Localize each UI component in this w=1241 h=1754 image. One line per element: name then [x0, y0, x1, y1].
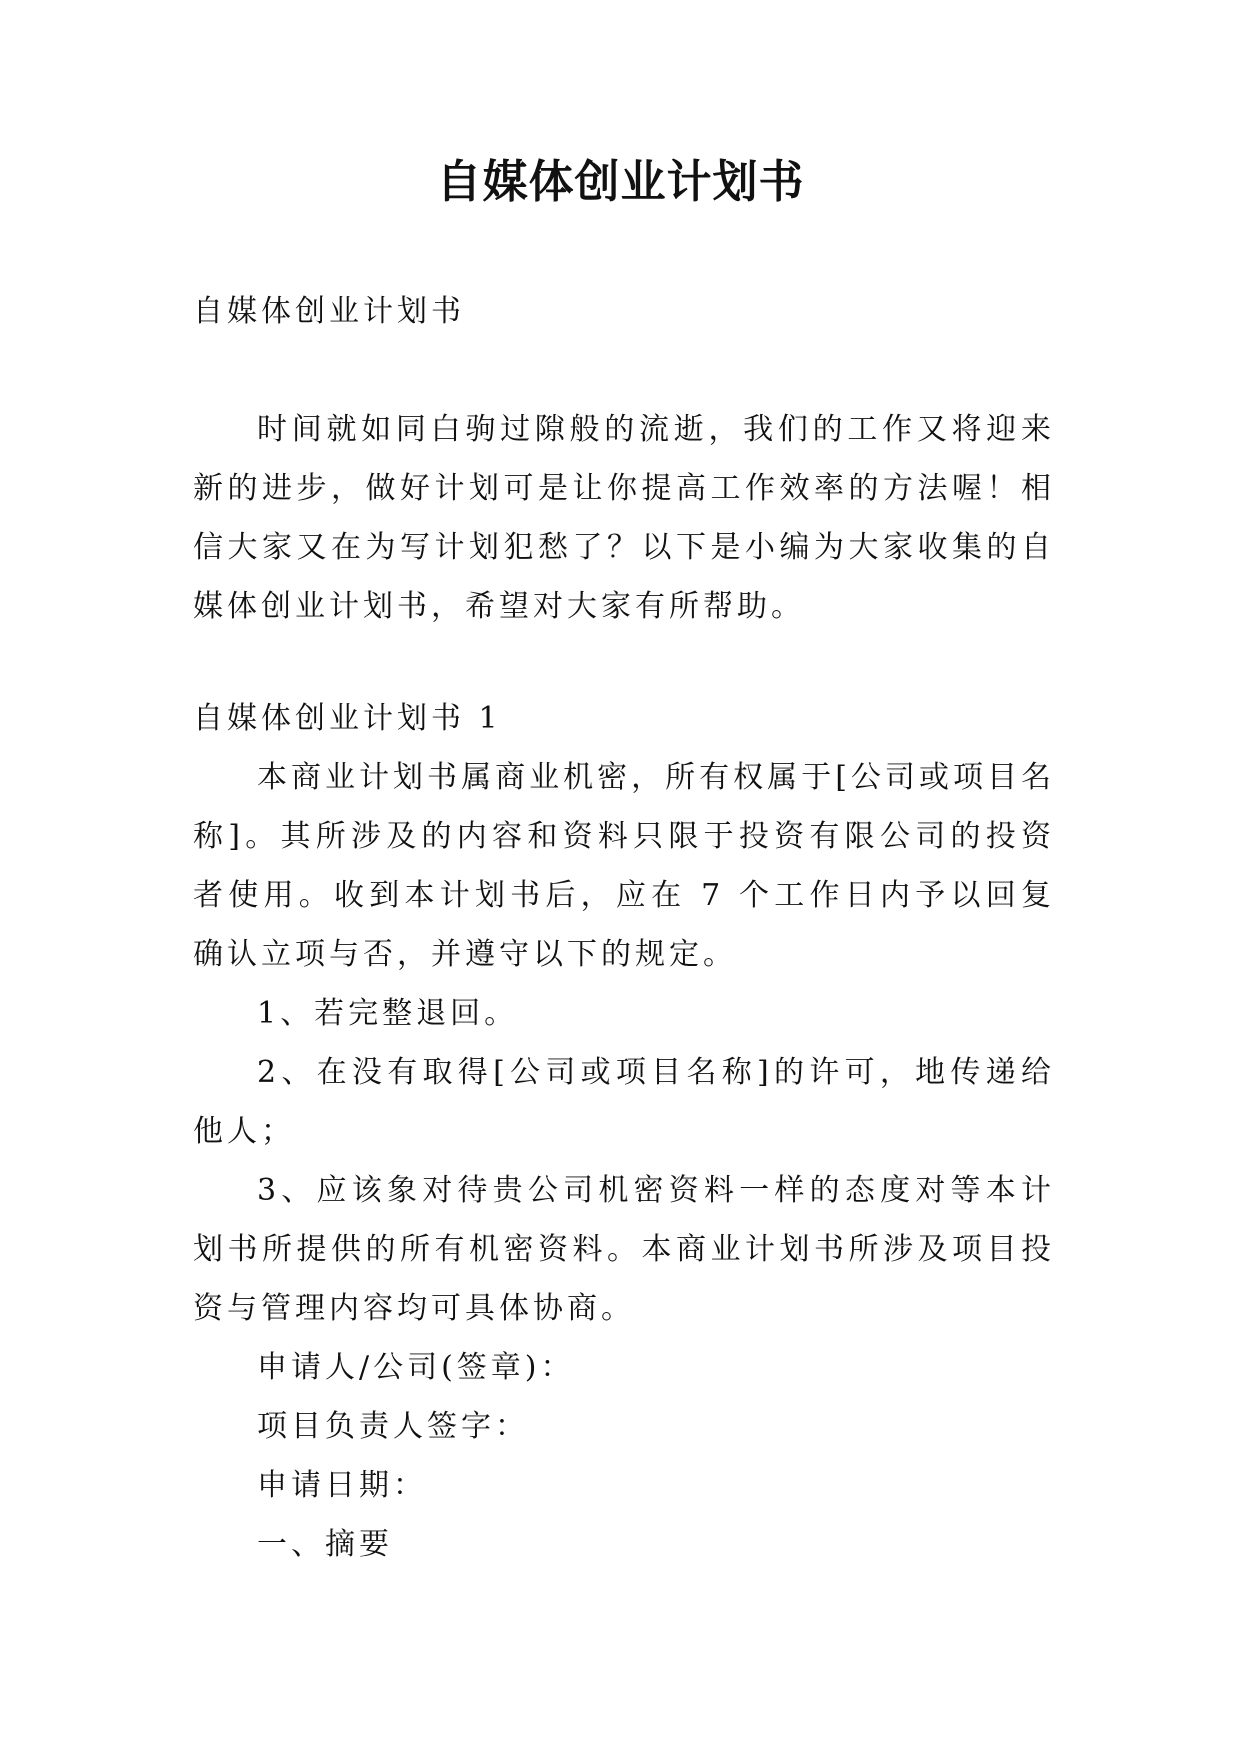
intro-paragraph: 时间就如同白驹过隙般的流逝，我们的工作又将迎来新的进步，做好计划可是让你提高工作效率的方法喔！相信大家又在为写计划犯愁了？以下是小编为大家收集的自媒体创业计划书，希望对大家有所帮助。 — [193, 412, 1055, 624]
document-body — [193, 282, 1055, 1574]
document-subtitle: 自媒体创业计划书 — [193, 294, 465, 329]
project-lead-signature-line: 项目负责人签字： — [257, 1409, 529, 1444]
rule-item-2: 2、在没有取得[公司或项目名称]的许可，地传递给他人； — [193, 1055, 1055, 1149]
summary-heading: 一、摘要 — [257, 1527, 393, 1562]
rule-item-3: 3、应该象对待贵公司机密资料一样的态度对等本计划书所提供的所有机密资料。本商业计划书所涉及项目投资与管理内容均可具体协商。 — [193, 1173, 1055, 1326]
application-date-line: 申请日期： — [257, 1468, 427, 1503]
confidentiality-paragraph: 本商业计划书属商业机密，所有权属于[公司或项目名称]。其所涉及的内容和资料只限于投资有限公司的投资者使用。收到本计划书后，应在 7 个工作日内予以回复确认立项与否，并遵守以下的规定。 — [193, 760, 1055, 972]
applicant-signature-line: 申请人/公司(签章)： — [257, 1350, 575, 1385]
rule-item-1: 1、若完整退回。 — [257, 996, 519, 1031]
section-heading: 自媒体创业计划书 1 — [193, 701, 502, 736]
document-title: 自媒体创业计划书 — [436, 155, 805, 208]
